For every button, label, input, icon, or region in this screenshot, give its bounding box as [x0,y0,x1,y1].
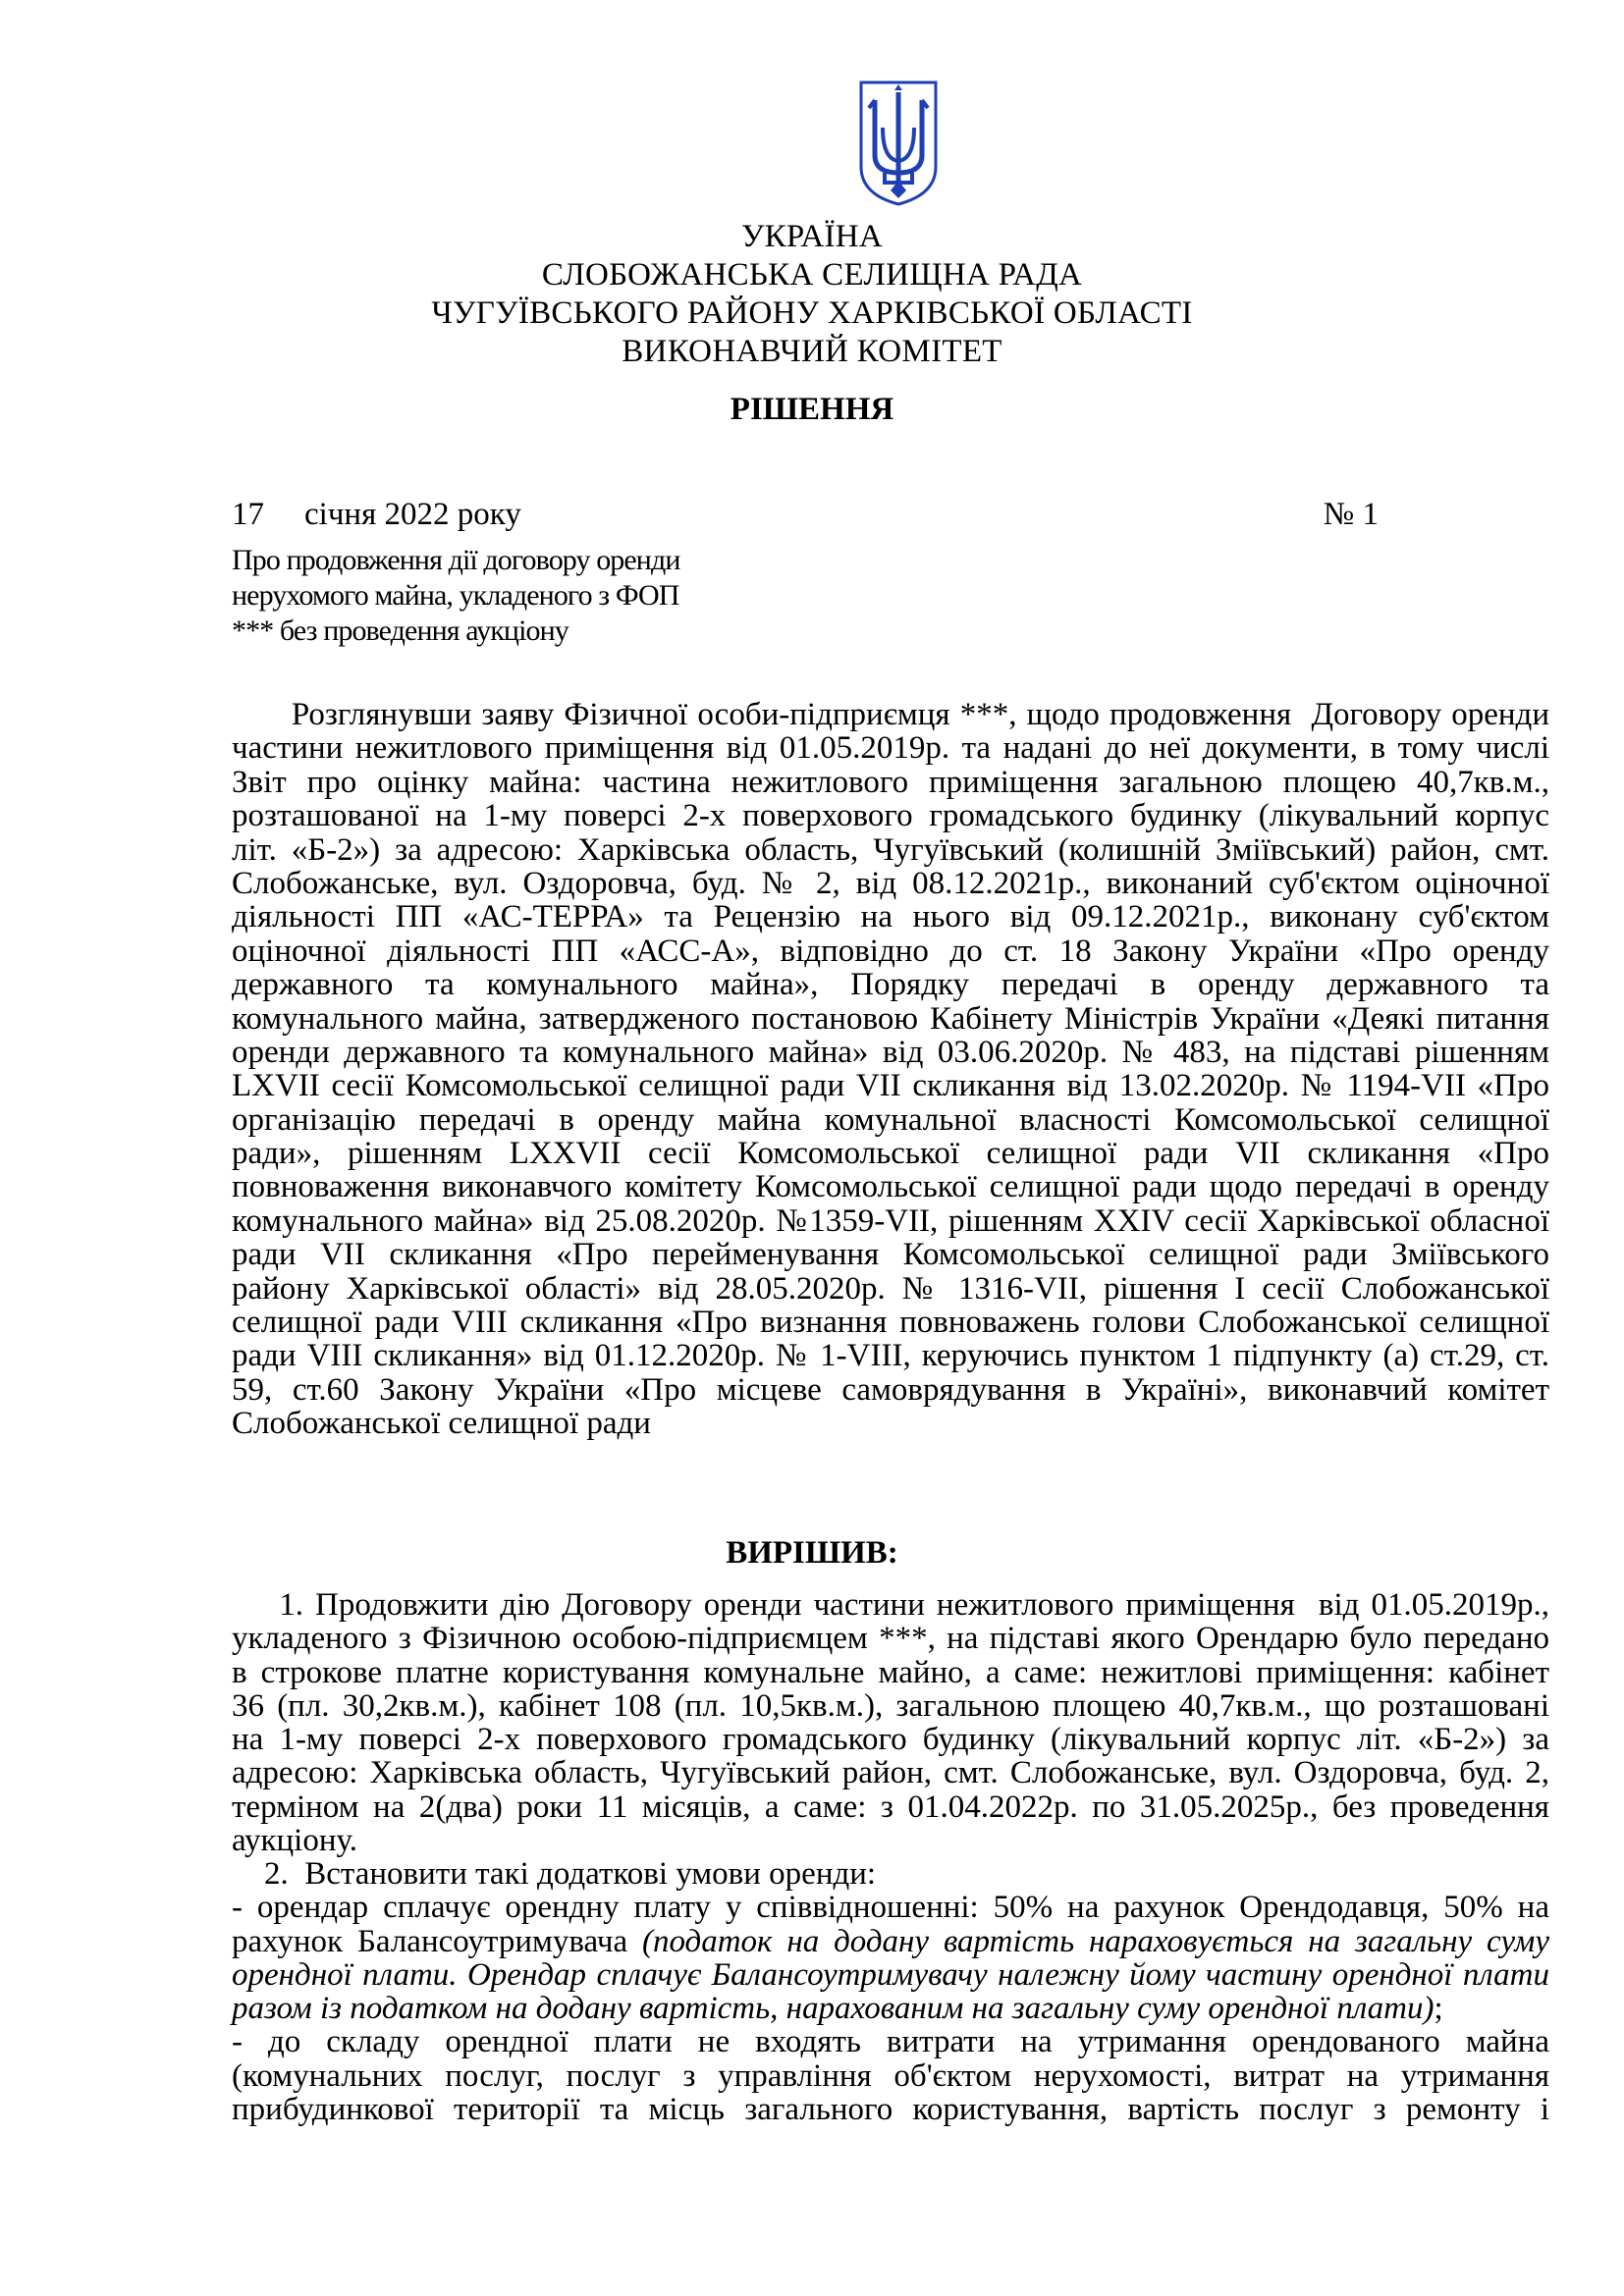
item-2-bullet-1-line: - орендар сплачує орендну плату у співвідношенні: 50% на рахунок Орендодавця, 50% на [232,1890,1549,1926]
header-district: ЧУГУЇВСЬКОГО РАЙОНУ ХАРКІВСЬКОЇ ОБЛАСТІ [431,295,1193,331]
date-line [232,495,1379,534]
preamble-line: ради VIII скликання» від 01.12.2020р. № 1-VIII, керуючись пунктом 1 підпункту (а) ст.29, ст. [232,1338,1549,1374]
preamble-line: комунального майна» від 25.08.2020р. №1359-VII, рішенням XXIV сесії Харківської обласної [232,1202,1549,1239]
decided-heading: ВИРІШИВ: [726,1535,898,1571]
preamble-line: LXVII сесії Комсомольської селищної ради VII скликання від 13.02.2020р. № 1194-VII «Про [232,1068,1549,1104]
preamble-line: Звіт про оцінку майна: частина нежитлового приміщення загальною площею 40,7кв.м., [232,764,1549,800]
preamble-line: розташованої на 1-му поверсі 2-х поверхового громадського будинку (лікувальний корпус [232,798,1549,834]
item-2-bullet-1-line [232,1925,1549,1958]
item-1-line: адресою: Харківська область, Чугуївський район, смт. Слобожанське, вул. Оздоровча, буд. 2, [232,1755,1549,1791]
item-2-bullet-2-line: (комунальних послуг, послуг з управління об'єктом нерухомості, витрат на утримання [232,2057,1549,2094]
preamble-line: частини нежитлового приміщення від 01.05.2019р. та надані до неї документи, в тому числі [232,730,1549,767]
trident-coat-of-arms-icon [857,79,940,208]
item-2-bullet-1-line: орендної плати. Орендар сплачує Балансоутримувачу належну йому частину орендної плати [232,1956,1549,1993]
preamble-paragraph [232,698,1549,1441]
preamble-line: оціночної діяльності ПП «АСС-А», відповідно до ст. 18 Закону України «Про оренду [232,933,1549,969]
preamble-line: Розглянувши заяву Фізичної особи-підприємця ***, щодо продовження Договору оренди [232,697,1549,732]
item-1-line: в строкове платне користування комунальне майно, а саме: нежитлові приміщення: кабінет [232,1654,1549,1690]
item-2-heading: 2. Встановити такі додаткові умови оренди: [232,1856,877,1892]
item-1-line: аукціону. [232,1823,357,1859]
preamble-line: 59, ст.60 Закону України «Про місцеве самоврядування в Україні», виконавчий комітет [232,1371,1549,1408]
subject-line: нерухомого майна, укладеного з ФОП [232,579,679,612]
bullet-1-plain-text: рахунок Балансоутримувача [232,1923,642,1959]
item-2-bullet-2-line: прибудинкової території та місць загального користування, вартість послуг з ремонту і [232,2092,1549,2128]
header-committee: ВИКОНАВЧИЙ КОМІТЕТ [622,334,1002,369]
preamble-line: державного та комунального майна», Порядку передачі в оренду державного та [232,967,1549,1003]
date-day: 17 [232,497,264,532]
preamble-line: ради VII скликання «Про перейменування Комсомольської селищної ради Зміївського [232,1237,1549,1273]
bullet-1-italic-text: разом із податком на додану вартість, нарахованим на загальну суму орендної плати) [232,1991,1435,2027]
item-1-line: 1. Продовжити дію Договору оренди частини нежитлового приміщення від 01.05.2019р., [232,1587,1549,1623]
preamble-line: діяльності ПП «АС-ТЕРРА» та Рецензію на нього від 09.12.2021р., виконану суб'єктом [232,899,1549,935]
header-country: УКРАЇНА [740,219,884,254]
preamble-line: літ. «Б-2») за адресою: Харківська область, Чугуївський (колишній Зміївський) район, смт. [232,831,1549,868]
preamble-line: повноваження виконавчого комітету Комсомольської селищної ради щодо передачі в оренду [232,1169,1549,1205]
preamble-line: ради», рішенням LXXVII сесії Комсомольської селищної ради VII скликання «Про [232,1136,1549,1172]
bullet-1-plain-text: ; [1434,1991,1443,2027]
item-2-bullet-1-line [232,1992,1549,2025]
subject-line: Про продовження дії договору оренди [232,544,680,576]
preamble-line: Слобожанське, вул. Оздоровча, буд. № 2, від 08.12.2021р., виконаний суб'єктом оціночної [232,865,1549,901]
item-1-line: терміном на 2(два) роки 11 місяців, а саме: з 01.04.2022р. по 31.05.2025р., без проведення [232,1789,1549,1825]
item-1-line: на 1-му поверсі 2-х поверхового громадського будинку (лікувальний корпус літ. «Б-2») за [232,1722,1549,1758]
header-block [0,218,1624,371]
preamble-line: Слобожанської селищної ради [232,1406,651,1442]
preamble-line: оренди державного та комунального майна» від 03.06.2020р. № 483, на підставі рішенням [232,1034,1549,1070]
preamble-line: селищної ради VIII скликання «Про визнання повноважень голови Слобожанської селищної [232,1305,1549,1341]
bullet-1-italic-text: (податок на додану вартість нараховується на загальну суму [641,1923,1549,1959]
item-2-bullet-2-line: - до складу орендної плати не входять витрати на утримання орендованого майна [232,2024,1549,2060]
preamble-line: району Харківської області» від 28.05.2020р. № 1316-VII, рішення I сесії Слобожанської [232,1270,1549,1307]
document-number: № 1 [1323,497,1379,532]
item-2-paragraph [232,1857,1549,2126]
item-1-line: укладеного з Фізичною особою-підприємцем ***, на підставі якого Орендарю було передано [232,1621,1549,1657]
preamble-line: організацію передачі в оренду майна комунальної власності Комсомольської селищної [232,1101,1549,1138]
header-council: СЛОБОЖАНСЬКА СЕЛИЩНА РАДА [541,257,1083,293]
decision-subject [232,543,782,649]
item-1-paragraph [232,1588,1549,1857]
date-month-year: січня 2022 року [304,497,521,532]
preamble-line: комунального майна, затвердженого постановою Кабінету Міністрів України «Деякі питання [232,1000,1549,1037]
document-title: РІШЕННЯ [730,392,894,427]
item-1-line: 36 (пл. 30,2кв.м.), кабінет 108 (пл. 10,5кв.м.), загальною площею 40,7кв.м., що розташовані [232,1687,1549,1724]
subject-line: *** без проведення аукціону [232,614,568,647]
